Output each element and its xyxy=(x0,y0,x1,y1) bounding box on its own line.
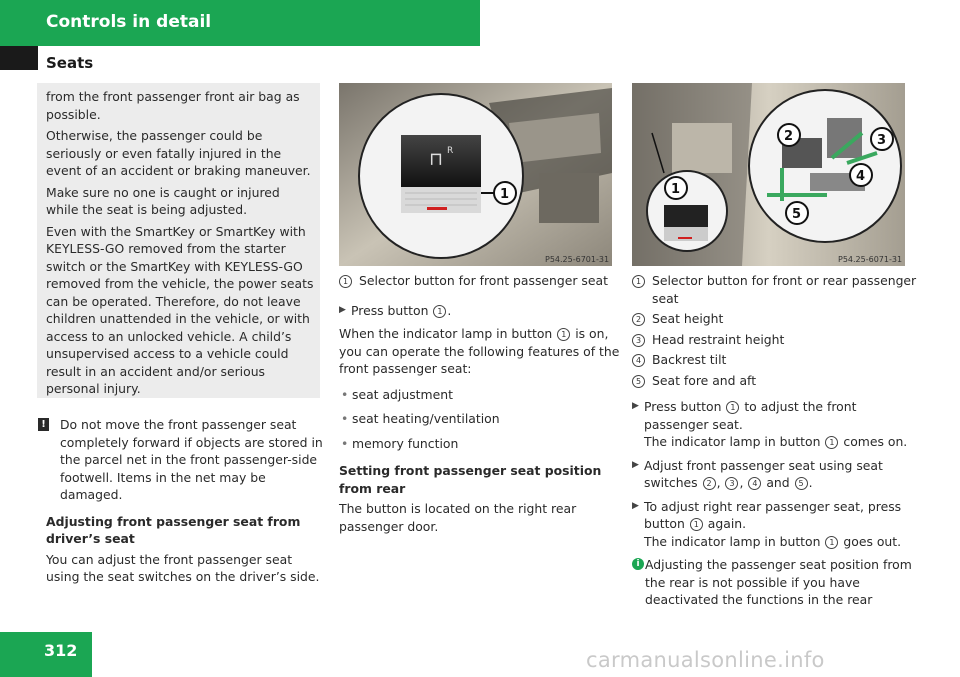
legend-item xyxy=(632,331,917,349)
callout-number: 1 xyxy=(557,328,570,341)
callout-number: 3 xyxy=(725,477,738,490)
page-number-tab xyxy=(0,632,92,677)
step-text: comes on. xyxy=(843,434,908,449)
callout-1: 1 xyxy=(671,182,681,197)
chapter-title: Controls in detail xyxy=(46,12,212,32)
callout-number: 1 xyxy=(433,305,446,318)
callout-number: 5 xyxy=(632,375,645,388)
list-item-text: seat adjustment xyxy=(352,386,453,402)
step-text: . xyxy=(447,302,452,318)
step-text: to adjust the front passenger seat. xyxy=(644,399,857,432)
svg-text:⊓: ⊓ xyxy=(429,149,444,170)
instruction-step: ▶ Adjust front passenger seat using seat switches 2 , 3 , 4 and 5 . xyxy=(632,457,883,490)
warning-paragraph: from the front passenger front air bag as possible. xyxy=(46,89,300,122)
image-code: P54.25-6701-31 xyxy=(545,255,610,264)
legend-text: Selector button for front passenger seat xyxy=(359,273,608,288)
instruction-step xyxy=(339,302,621,320)
info-text: Adjusting the passenger seat position from the rear is not possible if you have deactivated the functions in the rear xyxy=(645,557,912,607)
exclamation-icon: ! xyxy=(38,418,49,431)
legend-item xyxy=(632,372,917,390)
svg-text:R: R xyxy=(447,146,454,156)
info-icon: i xyxy=(632,558,644,570)
body-text xyxy=(339,325,621,378)
rear-door-photo xyxy=(632,83,905,266)
legend-text: Selector button for front or rear passenger seat xyxy=(652,273,917,306)
watermark: carmanualsonline.info xyxy=(586,648,825,672)
warning-paragraph: Make sure no one is caught or injured while the seat is being adjusted. xyxy=(46,184,280,217)
callout-number: 1 xyxy=(825,536,838,549)
list-item-text: seat heating/ventilation xyxy=(352,411,500,426)
list-item: • seat adjustment xyxy=(341,386,453,402)
door-panel-illustration xyxy=(339,83,612,266)
list-item: • memory function xyxy=(341,435,459,451)
warning-paragraph: Even with the SmartKey or SmartKey with KEYLESS-GO removed from the starter switch or the SmartKey with KEYLESS-GO removed from the vehicle, the power seats can be operated. Therefore, do not leave children unattended in the vehicle, or with access to an unlocked vehicle. A child’s unsupervised access to a vehicle could result in an accident and/or serious personal injury. xyxy=(46,223,314,396)
callout-1: 1 xyxy=(500,187,510,202)
arrow-icon: ▶ xyxy=(339,304,346,315)
warning-paragraph: Otherwise, the passenger could be seriously or even fatally injured in the event of an accident or braking maneuver. xyxy=(46,128,311,178)
callout-number: 3 xyxy=(632,334,645,347)
step-text: Press button xyxy=(351,302,429,318)
arrow-icon: ▶ xyxy=(632,401,639,411)
arrow-icon: ▶ xyxy=(632,500,639,511)
column-right xyxy=(632,272,917,609)
page-number: 312 xyxy=(44,641,78,660)
section-title: Seats xyxy=(46,54,94,72)
legend-item xyxy=(632,310,917,328)
callout-4: 4 xyxy=(856,169,866,184)
legend-text: Seat height xyxy=(652,311,724,326)
callout-5: 5 xyxy=(792,207,802,222)
step-text: Press button xyxy=(644,399,722,414)
callout-number: 4 xyxy=(748,477,761,490)
list-item-text: memory function xyxy=(352,435,459,451)
step-text: The indicator lamp in button xyxy=(644,533,821,549)
callout-number: 1 xyxy=(825,436,838,449)
step-text: The indicator lamp in button xyxy=(644,434,821,449)
step-text: . xyxy=(808,475,813,490)
body-text-part: When the indicator lamp in button xyxy=(339,326,553,341)
subheading: Adjusting front passenger seat from driver’s seat xyxy=(46,513,301,546)
body-text-part: is on, you can operate the following features of the front passenger seat: xyxy=(339,326,620,376)
rear-door-illustration xyxy=(632,83,905,266)
step-text: Adjust front passenger seat using seat switches xyxy=(644,457,883,490)
callout-number: 4 xyxy=(632,354,645,367)
section-marker xyxy=(0,46,38,70)
caution-text: Do not move the front passenger seat completely forward if objects are stored in the parcel net in the front passenger-side footwell. Items in the net may be damaged. xyxy=(60,417,323,502)
step-text: To adjust right rear passenger seat, press button xyxy=(644,498,902,531)
body-text: The button is located on the right rear passenger door. xyxy=(339,501,577,534)
callout-number: 1 xyxy=(632,275,645,288)
callout-number: 5 xyxy=(795,477,808,490)
arrow-icon: ▶ xyxy=(632,459,639,470)
callout-2: 2 xyxy=(784,129,794,144)
warning-box xyxy=(37,83,320,398)
callout-number: 2 xyxy=(703,477,716,490)
legend-text: Head restraint height xyxy=(652,331,785,347)
instruction-step xyxy=(632,398,917,451)
callout-number: 1 xyxy=(726,401,739,414)
callout-number: 2 xyxy=(632,313,645,326)
callout-number: 1 xyxy=(339,275,352,288)
legend-item xyxy=(632,272,917,307)
subheading: Setting front passenger seat position from rear xyxy=(339,463,602,496)
column-left xyxy=(41,416,326,586)
list-item: • seat heating/ventilation xyxy=(341,411,500,426)
step-text: and xyxy=(766,475,790,490)
legend-text: Seat fore and aft xyxy=(652,372,757,388)
legend-item xyxy=(339,272,621,290)
legend-text: Backrest tilt xyxy=(652,352,727,367)
callout-3: 3 xyxy=(877,133,887,148)
image-code: P54.25-6071-31 xyxy=(838,255,903,264)
door-panel-photo xyxy=(339,83,612,266)
step-text: again. xyxy=(707,516,747,531)
callout-number: 1 xyxy=(690,518,703,531)
instruction-step xyxy=(632,498,917,551)
info-note xyxy=(632,556,917,609)
step-text: goes out. xyxy=(843,533,902,549)
body-text: You can adjust the front passenger seat using the seat switches on the driver’s side. xyxy=(46,551,320,584)
column-middle xyxy=(339,272,621,535)
legend-item xyxy=(632,351,917,369)
caution-note xyxy=(41,416,326,504)
